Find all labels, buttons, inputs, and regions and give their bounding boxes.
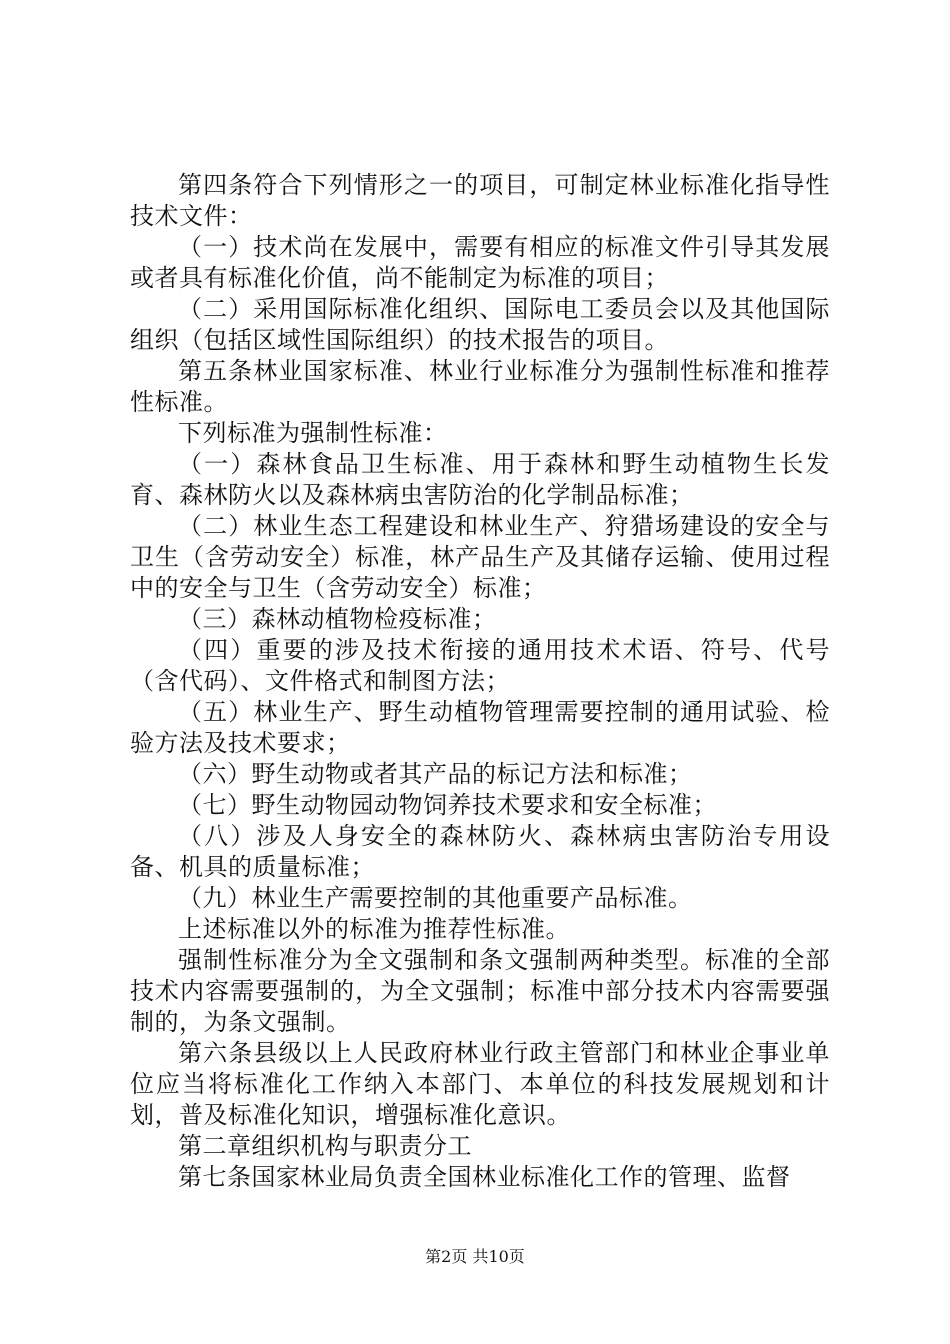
paragraph-mandatory-types: 强制性标准分为全文强制和条文强制两种类型。标准的全部技术内容需要强制的，为全文强制；标准中部分技术内容需要强制的，为条文强制。 [130,946,830,1036]
paragraph-item-2: （二）采用国际标准化组织、国际电工委员会以及其他国际组织（包括区域性国际组织）的技术报告的项目。 [130,295,830,354]
paragraph-mandatory-intro: 下列标准为强制性标准： [178,419,448,447]
paragraph-article-6: 第六条县级以上人民政府林业行政主管部门和林业企事业单位应当将标准化工作纳入本部门、本单位的科技发展规划和计划，普及标准化知识，增强标准化意识。 [130,1039,830,1129]
paragraph-mandatory-9: （九）林业生产需要控制的其他重要产品标准。 [178,884,693,912]
paragraph-mandatory-8: （八）涉及人身安全的森林防火、森林病虫害防治专用设备、机具的质量标准； [130,822,830,881]
paragraph-item-1: （一）技术尚在发展中，需要有相应的标准文件引导其发展或者具有标准化价值，尚不能制定为标准的项目； [130,233,830,292]
paragraph-mandatory-4: （四）重要的涉及技术衔接的通用技术术语、符号、代号（含代码）、文件格式和制图方法； [130,636,830,695]
paragraph-mandatory-1: （一）森林食品卫生标准、用于森林和野生动植物生长发育、森林防火以及森林病虫害防治的化学制品标准； [130,450,830,509]
paragraph-mandatory-2: （二）林业生态工程建设和林业生产、狩猎场建设的安全与卫生（含劳动安全）标准，林产品生产及其储存运输、使用过程中的安全与卫生（含劳动安全）标准； [130,512,830,602]
paragraph-mandatory-7: （七）野生动物园动物饲养技术要求和安全标准； [178,791,717,819]
paragraph-article-4: 第四条符合下列情形之一的项目，可制定林业标准化指导性技术文件： [130,171,830,230]
paragraph-article-7: 第七条国家林业局负责全国林业标准化工作的管理、监督 [178,1163,791,1191]
paragraph-mandatory-5: （五）林业生产、野生动植物管理需要控制的通用试验、检验方法及技术要求； [130,698,830,757]
page-footer: 第2页 共10页 [425,1247,525,1266]
chapter-heading: 第二章组织机构与职责分工 [178,1132,472,1160]
paragraph-recommended: 上述标准以外的标准为推荐性标准。 [178,915,570,943]
paragraph-mandatory-3: （三）森林动植物检疫标准； [178,605,497,633]
paragraph-mandatory-6: （六）野生动物或者其产品的标记方法和标准； [178,760,693,788]
paragraph-article-5: 第五条林业国家标准、林业行业标准分为强制性标准和推荐性标准。 [130,357,830,416]
document-body [130,170,830,1193]
